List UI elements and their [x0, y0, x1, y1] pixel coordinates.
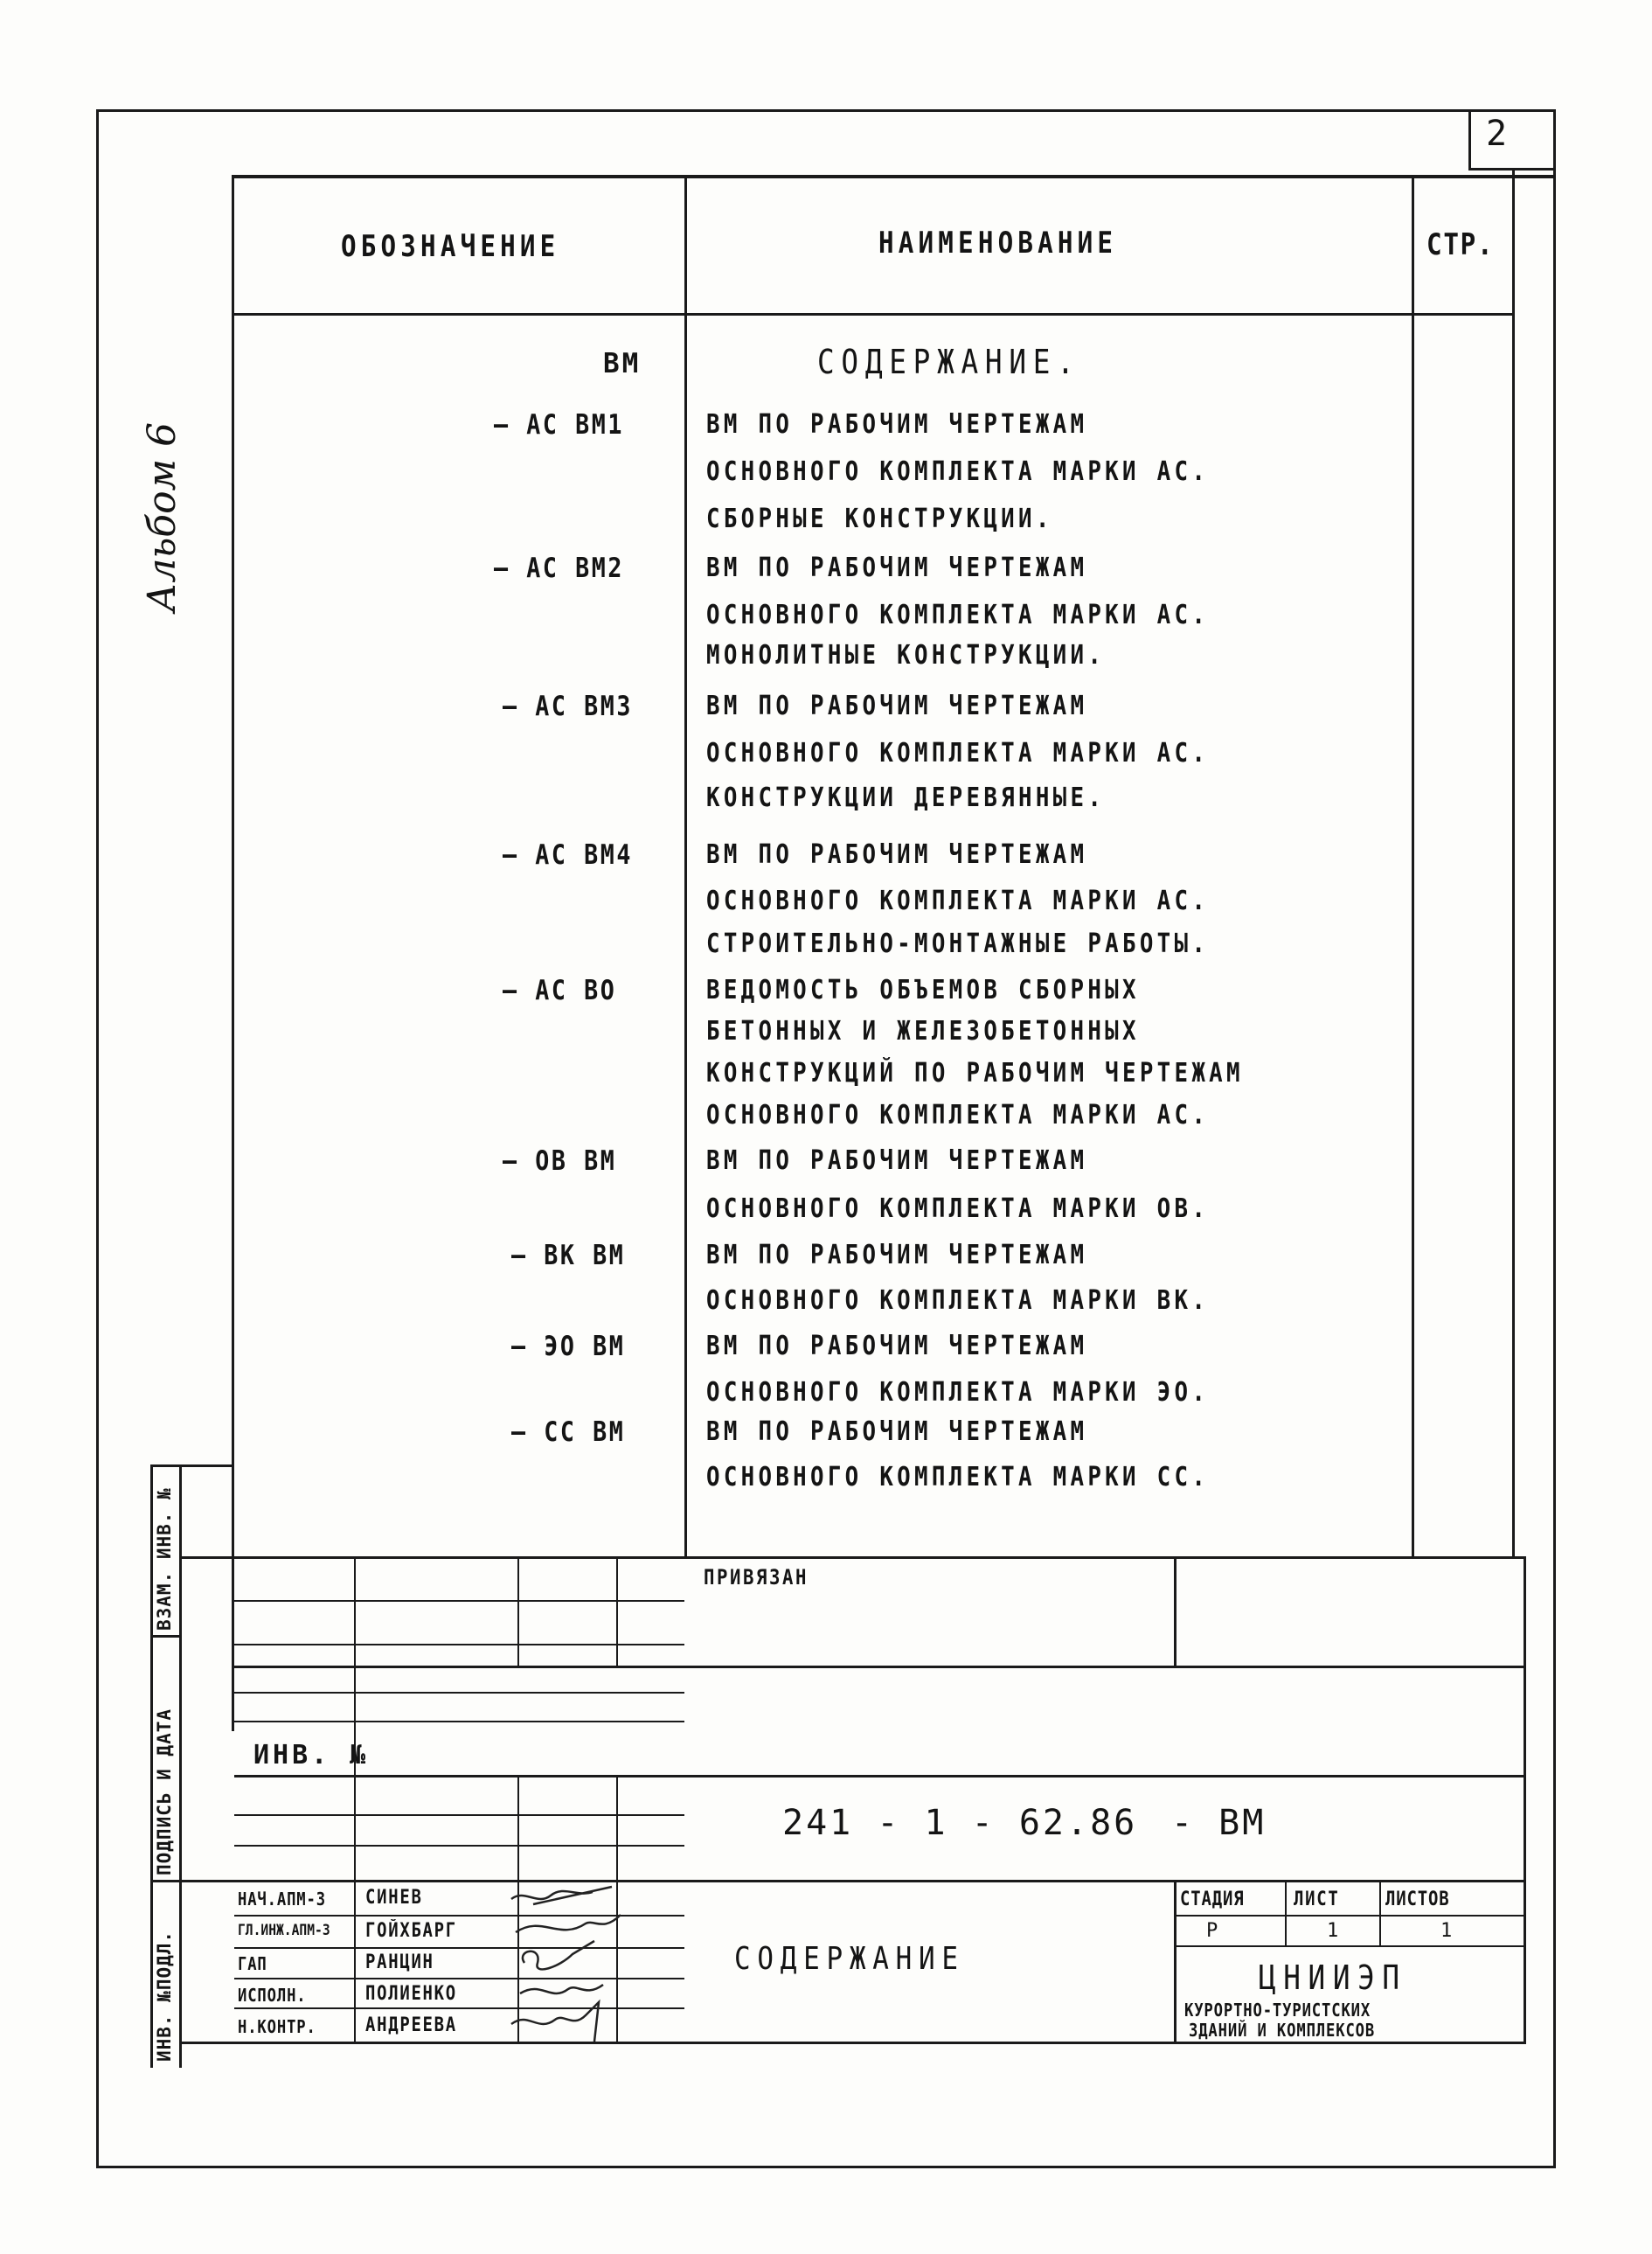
row-line: ВМ ПО РАБОЧИМ ЧЕРТЕЖАМ	[706, 409, 1088, 440]
sheet-label: ЛИСТ	[1294, 1889, 1340, 1910]
row-code: — ОВ ВМ	[503, 1145, 617, 1177]
row-line: СБОРНЫЕ КОНСТРУКЦИИ.	[706, 504, 1053, 534]
tb-col-line	[1379, 1880, 1381, 1945]
row-line: ВМ ПО РАБОЧИМ ЧЕРТЕЖАМ	[706, 1331, 1088, 1361]
row-line: ОСНОВНОГО КОМПЛЕКТА МАРКИ АС.	[706, 1100, 1210, 1130]
signer-name: АНДРЕЕВА	[365, 2014, 457, 2036]
strip-podpis-data: ПОДПИСЬ И ДАТА	[154, 1708, 175, 1875]
sheets-label: ЛИСТОВ	[1385, 1889, 1450, 1910]
signer-role: ГАП	[238, 1953, 267, 1974]
row-line: ОСНОВНОГО КОМПЛЕКТА МАРКИ АС.	[706, 456, 1210, 487]
row-line: ВМ ПО РАБОЧИМ ЧЕРТЕЖАМ	[706, 1240, 1088, 1270]
row-line: ВМ ПО РАБОЧИМ ЧЕРТЕЖАМ	[706, 1416, 1088, 1447]
tb-col-line	[354, 1556, 356, 2042]
tb-col-line	[1174, 1556, 1177, 1668]
strip-top-line	[150, 1464, 234, 1467]
row-line: ВЕДОМОСТЬ ОБЪЕМОВ СБОРНЫХ	[706, 975, 1140, 1005]
row-line: ОСНОВНОГО КОМПЛЕКТА МАРКИ АС.	[706, 738, 1210, 769]
signer-name: СИНЕВ	[365, 1887, 423, 1909]
document-code: 241 - 1 - 62.86	[782, 1803, 1138, 1843]
signer-name: ГОЙХБАРГ	[365, 1920, 457, 1942]
row-line: ВМ ПО РАБОЧИМ ЧЕРТЕЖАМ	[706, 553, 1088, 583]
tb-bottom-line	[179, 2042, 1525, 2044]
inv-label: ИНВ. №	[253, 1740, 370, 1771]
strip-mid-line	[179, 1464, 182, 2068]
row-code: — АС ВМ3	[503, 691, 634, 722]
tb-line	[1174, 1945, 1525, 1947]
row-line: ВМ ПО РАБОЧИМ ЧЕРТЕЖАМ	[706, 839, 1088, 870]
signer-role: Н.КОНТР.	[238, 2016, 316, 2037]
row-line: БЕТОННЫХ И ЖЕЛЕЗОБЕТОННЫХ	[706, 1016, 1140, 1047]
tb-line	[179, 1556, 1525, 1559]
column-divider-1	[684, 175, 687, 1556]
stage-value: Р	[1206, 1920, 1220, 1942]
signer-role: НАЧ.АПМ-3	[238, 1889, 326, 1910]
tb-col-line	[517, 1556, 519, 1668]
tb-line	[234, 1666, 1524, 1668]
row-code: — СС ВМ	[511, 1416, 626, 1448]
tb-line	[234, 1692, 684, 1694]
section-title: СОДЕРЖАНИЕ.	[817, 343, 1081, 381]
header-page: СТР.	[1426, 227, 1495, 262]
strip-inv-podl: ИНВ. №ПОДЛ.	[154, 1930, 175, 2062]
row-code: — АС ВМ4	[503, 839, 634, 871]
row-code: — АС ВМ1	[494, 409, 625, 441]
row-code: — АС ВО	[503, 975, 617, 1006]
strip-divider	[150, 1635, 182, 1638]
row-line: КОНСТРУКЦИЙ ПО РАБОЧИМ ЧЕРТЕЖАМ	[706, 1058, 1244, 1089]
org-name: ЦНИИЭП	[1259, 1958, 1407, 1997]
header-designation: ОБОЗНАЧЕНИЕ	[341, 229, 560, 264]
tb-col-line	[616, 1556, 618, 1668]
row-line: ОСНОВНОГО КОМПЛЕКТА МАРКИ АС.	[706, 886, 1210, 916]
row-line: ОСНОВНОГО КОМПЛЕКТА МАРКИ ОВ.	[706, 1193, 1210, 1224]
row-line: СТРОИТЕЛЬНО-МОНТАЖНЫЕ РАБОТЫ.	[706, 929, 1210, 959]
strip-left-line	[150, 1464, 153, 2068]
tb-line	[234, 1775, 1524, 1777]
stage-label: СТАДИЯ	[1180, 1889, 1245, 1910]
sheet-value: 1	[1327, 1920, 1341, 1942]
table-left-line	[232, 175, 234, 1731]
row-line: ВМ ПО РАБОЧИМ ЧЕРТЕЖАМ	[706, 691, 1088, 721]
table-right-line	[1512, 170, 1515, 1556]
signer-role: ИСПОЛН.	[238, 1985, 307, 2006]
page-number-box	[1468, 109, 1556, 170]
row-line: КОНСТРУКЦИИ ДЕРЕВЯННЫЕ.	[706, 783, 1106, 813]
signer-name: РАНЦИН	[365, 1951, 434, 1973]
row-line: ОСНОВНОГО КОМПЛЕКТА МАРКИ ВК.	[706, 1285, 1210, 1316]
album-label: Альбом 6	[140, 421, 184, 612]
signer-name: ПОЛИЕНКО	[365, 1983, 457, 2005]
header-name: НАИМЕНОВАНИЕ	[878, 226, 1118, 261]
row-code: — ВК ВМ	[511, 1240, 626, 1271]
header-bottom-line	[232, 313, 1512, 316]
tb-col-line	[1174, 1880, 1177, 2042]
row-line: МОНОЛИТНЫЕ КОНСТРУКЦИИ.	[706, 640, 1106, 671]
column-divider-2	[1412, 175, 1414, 1556]
tb-line	[234, 1721, 684, 1722]
tb-line	[1174, 1915, 1525, 1917]
org-line-1: КУРОРТНО-ТУРИСТСКИХ	[1184, 2000, 1371, 2021]
table-top-line	[232, 175, 1556, 178]
bound-label: ПРИВЯЗАН	[704, 1565, 809, 1590]
signer-role: ГЛ.ИНЖ.АПМ-3	[238, 1922, 330, 1939]
strip-divider	[150, 1880, 182, 1882]
page-number: 2	[1486, 114, 1508, 154]
sheet-title: СОДЕРЖАНИЕ	[734, 1941, 965, 1977]
tb-line	[179, 1880, 1525, 1882]
document-suffix: - ВМ	[1171, 1803, 1267, 1843]
row-code: — ЭО ВМ	[511, 1331, 626, 1362]
row-line: ВМ ПО РАБОЧИМ ЧЕРТЕЖАМ	[706, 1145, 1088, 1176]
org-line-2: ЗДАНИЙ И КОМПЛЕКСОВ	[1189, 2020, 1376, 2041]
row-code: — АС ВМ2	[494, 553, 625, 584]
tb-right-line	[1524, 1556, 1526, 2044]
row-line: ОСНОВНОГО КОМПЛЕКТА МАРКИ СС.	[706, 1462, 1210, 1492]
sheets-value: 1	[1440, 1920, 1454, 1942]
section-code: ВМ	[603, 348, 642, 379]
strip-vzam-inv: ВЗАМ. ИНВ. №	[154, 1487, 175, 1631]
tb-col-line	[1285, 1880, 1287, 1945]
row-line: ОСНОВНОГО КОМПЛЕКТА МАРКИ ЭО.	[706, 1377, 1210, 1408]
row-line: ОСНОВНОГО КОМПЛЕКТА МАРКИ АС.	[706, 600, 1210, 630]
signatures-image	[489, 1880, 647, 2046]
